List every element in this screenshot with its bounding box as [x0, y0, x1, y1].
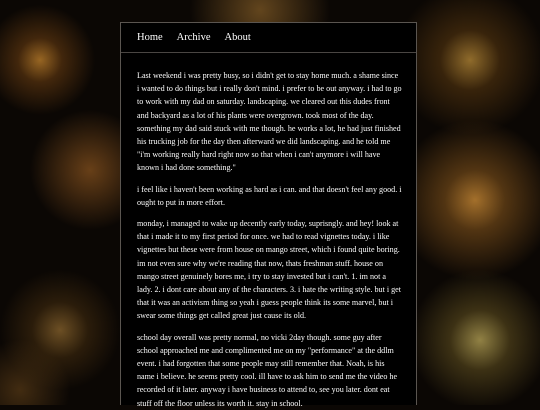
- post-paragraph: i feel like i haven't been working as hard as i can. and that doesn't feel any good. i ought to put in more effort.: [137, 184, 402, 207]
- post-paragraph: monday, i managed to wake up decently early today, suprisngly. and hey! look at that i made it to my first period for once. we had to read vignettes today. i like vignettes but these were from house on mango street, which i found quite boring. im not even sure why we're reading that now, thats freshman stuff. house on mango street genuinely bores me, i try to stay invested but i can't. 1. im not a lady. 2. i dont care about any of the characters. 3. i hate the writing style. but i get that it was an activism thing so yeah i guess people think its some marvel, but i swear some things get called great just cause its old.: [137, 219, 402, 321]
- nav-archive-link[interactable]: Archive: [176, 32, 211, 43]
- nav-about-link[interactable]: About: [224, 32, 251, 43]
- post-paragraph: school day overall was pretty normal, no vicki 2day though. some guy after school approached me and complimented me on my "performance" at the ddlm event. i had forgotten that some people may still remember that. Noah, is his name i believe. he seems pretty cool. ill have to ask him to send me the video he recorded of it later. anyway i have business to attend to, see you later. dont eat stuff off the floor unless its worth it. stay in school.: [137, 332, 398, 408]
- top-navigation: [121, 23, 416, 53]
- post-paragraph: Last weekend i was pretty busy, so i didn't get to stay home much. a shame since i wanted to do things but i really don't mind. i prefer to be out anyway. i had to go to work with my dad on saturday. landscaping. we cleared out this dudes front and backyard as a lot of his plants were overgrown. took most of the day. something my dad said stuck with me though. he works a lot, he had just finished his trucking job for the day then afterward we did landscaping. and he told me "i'm working really hard right now so that when i can't anymore i will have known i had done something.": [137, 71, 402, 173]
- blog-container: [120, 22, 417, 408]
- post-body: [121, 53, 416, 410]
- nav-home-link[interactable]: Home: [137, 32, 163, 43]
